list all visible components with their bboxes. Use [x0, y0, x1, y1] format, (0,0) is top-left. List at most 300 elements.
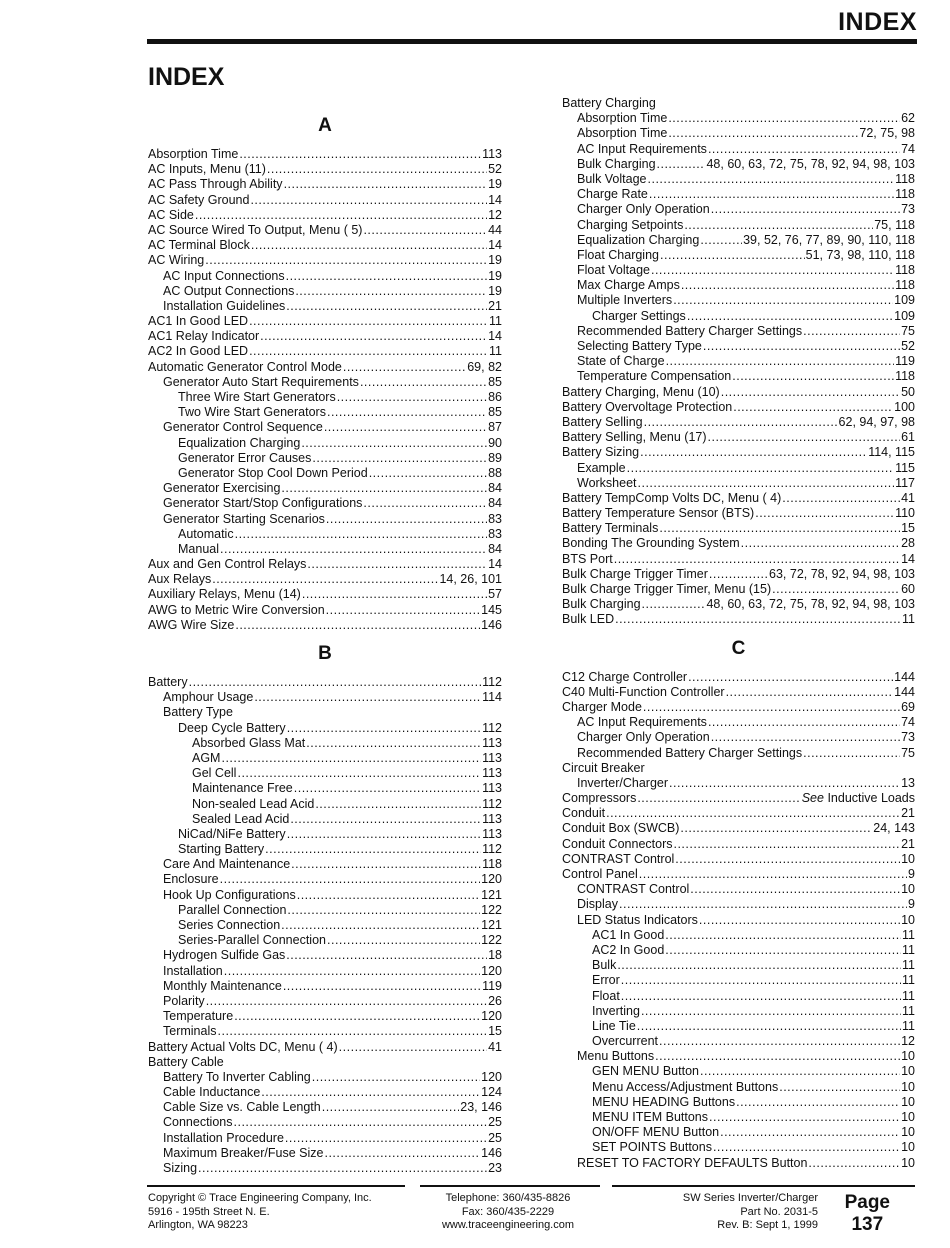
entry-page: 11: [902, 942, 915, 957]
entry-term: Charger Only Operation: [577, 202, 710, 217]
entry-term: Battery: [148, 675, 188, 689]
dot-leader: [237, 766, 481, 781]
header-title: INDEX: [838, 8, 917, 36]
dot-leader: [337, 390, 487, 405]
footer-line: Copyright © Trace Engineering Company, Inc.: [148, 1192, 372, 1204]
entry-page: 62, 94, 97, 98: [838, 414, 915, 429]
dot-leader: [726, 685, 894, 700]
dot-leader: [721, 385, 900, 400]
entry-page: 144: [894, 669, 915, 684]
index-entry: [562, 791, 915, 806]
index-entry: [562, 943, 915, 958]
dot-leader: [659, 521, 900, 536]
dot-leader: [637, 1019, 901, 1034]
entry-page: 115: [895, 460, 915, 475]
index-entry: [562, 567, 915, 582]
index-entry: [562, 536, 915, 551]
entry-term: GEN MENU Button: [592, 1064, 699, 1079]
index-entry: [148, 238, 502, 253]
dot-leader: [363, 496, 487, 511]
entry-term: Bonding The Grounding System: [562, 536, 740, 551]
dot-leader: [720, 1125, 900, 1140]
dot-leader: [283, 979, 481, 994]
index-entry: [562, 1034, 915, 1049]
index-entry: [562, 867, 915, 882]
index-entry: [148, 994, 502, 1009]
dot-leader: [684, 218, 873, 233]
dot-leader: [668, 111, 900, 126]
index-entry: [562, 354, 915, 369]
footer-line: 5916 - 195th Street N. E.: [148, 1205, 270, 1218]
entry-term: Absorption Time: [577, 126, 668, 141]
entry-term: Automatic: [178, 526, 234, 541]
entry-term: AC2 In Good: [592, 942, 665, 957]
entry-page: 87: [488, 420, 502, 435]
footer-rule: [147, 1185, 405, 1187]
index-column-right: [562, 96, 915, 1171]
index-entry: [148, 420, 502, 435]
entry-page: 85: [488, 405, 502, 420]
entry-term: Circuit Breaker: [562, 760, 645, 775]
section-letter: A: [318, 115, 332, 136]
footer-product: [683, 1192, 818, 1233]
dot-leader: [803, 746, 900, 761]
footer-line: Telephone: 360/435-8826: [445, 1192, 571, 1204]
entry-page: 10: [901, 1049, 915, 1064]
index-entry: [148, 1085, 502, 1100]
dot-leader: [224, 964, 480, 979]
footer-line: www.traceengineering.com: [441, 1219, 575, 1231]
entry-term: Two Wire Start Generators: [178, 405, 326, 420]
index-entry: [562, 882, 915, 897]
entry-term: Multiple Inverters: [577, 293, 673, 308]
index-entry: [562, 1004, 915, 1019]
index-entry: [148, 481, 502, 496]
entry-page: 14: [488, 192, 502, 207]
entry-page: 121: [481, 918, 502, 932]
dot-leader: [808, 1156, 900, 1171]
entry-page: 63, 72, 78, 92, 94, 98, 103: [769, 566, 915, 581]
index-entry: [148, 253, 502, 268]
footer-contact: [400, 1192, 616, 1233]
entry-page: 109: [894, 308, 915, 323]
dot-leader: [703, 339, 900, 354]
index-entry: [562, 96, 915, 111]
dot-leader: [322, 1100, 460, 1115]
entry-term: Float Charging: [577, 247, 659, 262]
index-entry: [562, 897, 915, 912]
entry-term: Overcurrent: [592, 1034, 658, 1049]
dot-leader: [206, 994, 487, 1009]
entry-page: 19: [488, 268, 502, 283]
entry-term: Compressors: [562, 791, 637, 806]
entry-page: 61: [901, 430, 915, 445]
dot-leader: [221, 751, 481, 766]
dot-leader: [250, 193, 487, 208]
dot-leader: [326, 512, 487, 527]
footer-line: Fax: 360/435-2229: [461, 1205, 555, 1218]
entry-term: Bulk Charge Trigger Timer, Menu (15): [562, 582, 772, 596]
dot-leader: [713, 1140, 900, 1155]
dot-leader: [660, 248, 805, 263]
entry-term: Equalization Charging: [178, 435, 301, 450]
entry-term: Example: [577, 460, 626, 475]
entry-term: Monthly Maintenance: [163, 978, 282, 993]
footer-rule: [420, 1185, 600, 1187]
index-entry: [562, 506, 915, 521]
entry-term: Bulk Voltage: [577, 171, 647, 186]
index-entry: [562, 233, 915, 248]
footer-line: SW Series Inverter/Charger: [682, 1192, 818, 1204]
entry-term: AC Output Connections: [163, 283, 295, 298]
entry-term: Amphour Usage: [163, 690, 254, 705]
entry-term: Hydrogen Sulfide Gas: [163, 948, 286, 963]
dot-leader: [307, 557, 487, 572]
entry-page: 14: [901, 551, 915, 566]
index-entry: [562, 913, 915, 928]
entry-page: 113: [482, 826, 502, 841]
entry-term: Aux and Gen Control Relays: [148, 557, 307, 572]
dot-leader: [235, 527, 488, 542]
entry-page: 118: [895, 263, 915, 278]
entry-term: Selecting Battery Type: [577, 339, 702, 353]
index-entry: [148, 299, 502, 314]
entry-page: 13: [901, 775, 915, 790]
entry-page: 120: [481, 1009, 502, 1024]
index-entry: [562, 248, 915, 263]
entry-term: Temperature: [163, 1009, 234, 1024]
entry-term: Float: [592, 988, 620, 1003]
dot-leader: [287, 827, 481, 842]
dot-leader: [617, 958, 901, 973]
entry-term: Control Panel: [562, 867, 638, 881]
index-entry: [148, 542, 502, 557]
index-entry: [148, 223, 502, 238]
dot-leader: [249, 314, 488, 329]
dot-leader: [627, 461, 894, 476]
entry-term: Generator Exercising: [163, 481, 281, 496]
dot-leader: [189, 675, 481, 690]
dot-leader: [198, 1161, 487, 1176]
dot-leader: [360, 375, 487, 390]
index-entry: [148, 751, 502, 766]
index-entry: [562, 837, 915, 852]
entry-term: Max Charge Amps: [577, 278, 680, 293]
dot-leader: [267, 162, 487, 177]
entry-page: 11: [902, 1018, 915, 1033]
entry-term: Terminals: [163, 1024, 217, 1039]
entry-page: 10: [901, 882, 915, 897]
entry-term: Series Connection: [178, 918, 281, 932]
entry-page: 9: [908, 867, 915, 881]
entry-term: AC Source Wired To Output, Menu ( 5): [148, 222, 363, 237]
entry-term: AC2 In Good LED: [148, 344, 249, 359]
dot-leader: [220, 872, 481, 887]
entry-term: Battery Selling, Menu (17): [562, 430, 707, 445]
index-entry: [562, 1049, 915, 1064]
dot-leader: [708, 715, 900, 730]
entry-page: 15: [901, 521, 915, 536]
dot-leader: [700, 233, 742, 248]
see-target: Inductive Loads: [827, 791, 915, 806]
entry-term: Battery Charging, Menu (10): [562, 384, 720, 399]
entry-term: Polarity: [163, 993, 205, 1008]
index-entry: [148, 675, 502, 690]
entry-page: 118: [895, 369, 915, 384]
dot-leader: [301, 436, 487, 451]
index-entry: [148, 903, 502, 918]
dot-leader: [281, 918, 480, 933]
entry-term: Generator Start/Stop Configurations: [163, 496, 363, 511]
entry-term: CONTRAST Control: [577, 882, 690, 897]
index-entry: [148, 451, 502, 466]
dot-leader: [659, 1034, 900, 1049]
index-entry: [148, 781, 502, 796]
entry-term: Manual: [178, 541, 219, 556]
entry-page: 24, 143: [873, 821, 915, 836]
entry-term: Non-sealed Lead Acid: [192, 796, 315, 811]
dot-leader: [755, 506, 894, 521]
dot-leader: [312, 451, 487, 466]
index-entry: [148, 705, 502, 720]
entry-term: Menu Buttons: [577, 1049, 655, 1064]
entry-term: Care And Maintenance: [163, 857, 291, 872]
dot-leader: [709, 567, 768, 582]
index-entry: [562, 1095, 915, 1110]
entry-term: AC1 In Good: [592, 927, 665, 942]
dot-leader: [615, 612, 901, 627]
index-entry: [148, 1009, 502, 1024]
entry-page: 11: [902, 927, 915, 942]
dot-leader: [688, 670, 893, 685]
entry-page: 62: [901, 111, 915, 126]
index-entry: [562, 852, 915, 867]
index-entry: [148, 1146, 502, 1161]
index-entry: [562, 111, 915, 126]
index-entry: [562, 597, 915, 612]
page-number: 137: [851, 1214, 884, 1235]
dot-leader: [261, 1085, 480, 1100]
index-entry: [148, 797, 502, 812]
entry-page: 10: [901, 1094, 915, 1109]
index-entry: [562, 670, 915, 685]
index-entry: [562, 172, 915, 187]
dot-leader: [665, 928, 901, 943]
index-entry: [148, 888, 502, 903]
entry-page: 84: [488, 496, 502, 511]
index-entry: [562, 958, 915, 973]
entry-term: AC Safety Ground: [148, 192, 250, 207]
index-entry: [148, 812, 502, 827]
entry-term: Starting Battery: [178, 842, 265, 857]
entry-page: 18: [488, 948, 502, 963]
entry-term: Deep Cycle Battery: [178, 720, 286, 735]
entry-page: 112: [482, 842, 502, 857]
entry-page: 118: [895, 187, 915, 202]
dot-leader: [195, 208, 487, 223]
dot-leader: [254, 690, 481, 705]
dot-leader: [324, 1146, 480, 1161]
entry-page: 11: [489, 314, 502, 329]
entry-page: 118: [482, 857, 502, 872]
entry-page: 118: [895, 278, 915, 293]
dot-leader: [655, 1049, 900, 1064]
entry-term: Enclosure: [163, 872, 219, 887]
dot-leader: [673, 837, 900, 852]
entry-term: Error: [592, 973, 620, 988]
dot-leader: [339, 1040, 487, 1055]
index-entry: [562, 552, 915, 567]
entry-term: Series-Parallel Connection: [178, 933, 326, 948]
entry-term: SET POINTS Buttons: [592, 1140, 712, 1155]
footer-rule: [612, 1185, 915, 1187]
entry-term: Bulk Charging: [562, 597, 641, 612]
entry-page: 69: [901, 699, 915, 714]
entry-page: 110: [895, 506, 915, 521]
entry-page: 73: [901, 202, 915, 217]
index-entry: [148, 1040, 502, 1055]
index-entry: [148, 284, 502, 299]
dot-leader: [638, 476, 895, 491]
dot-leader: [291, 857, 481, 872]
entry-page: 26: [488, 993, 502, 1008]
entry-term: Battery Cable: [148, 1054, 224, 1069]
page-label: Page: [844, 1192, 890, 1213]
entry-page: 144: [894, 684, 915, 699]
dot-leader: [287, 903, 480, 918]
entry-page: 14, 26, 101: [439, 572, 502, 587]
entry-page: 15: [488, 1024, 502, 1039]
index-entry: [562, 126, 915, 141]
index-entry: [148, 496, 502, 511]
entry-page: 14: [488, 557, 502, 572]
entry-term: Battery Actual Volts DC, Menu ( 4): [148, 1039, 338, 1054]
entry-term: MENU ITEM Buttons: [592, 1110, 708, 1124]
entry-term: Auxiliary Relays, Menu (14): [148, 587, 301, 602]
index-entry: [562, 1140, 915, 1155]
entry-term: AC Side: [148, 207, 194, 222]
index-entry: [148, 827, 502, 842]
entry-term: AWG Wire Size: [148, 617, 235, 632]
entry-page: 19: [488, 283, 502, 298]
dot-leader: [286, 269, 487, 284]
entry-page: 113: [482, 811, 502, 826]
dot-leader: [606, 806, 900, 821]
entry-term: Bulk Charge Trigger Timer: [562, 566, 708, 581]
entry-term: Charger Only Operation: [577, 730, 710, 745]
dot-leader: [687, 309, 893, 324]
index-entry: [148, 405, 502, 420]
index-entry: [562, 324, 915, 339]
entry-page: 113: [482, 147, 502, 161]
dot-leader: [690, 882, 900, 897]
dot-leader: [699, 913, 900, 928]
entry-term: Three Wire Start Generators: [178, 390, 336, 404]
dot-leader: [681, 278, 894, 293]
entry-term: Charge Rate: [577, 187, 648, 202]
index-entry: [562, 415, 915, 430]
dot-leader: [294, 781, 481, 796]
dot-leader: [614, 552, 900, 567]
entry-term: AC Input Requirements: [577, 141, 707, 156]
entry-term: MENU HEADING Buttons: [592, 1094, 736, 1109]
index-entry: [562, 1110, 915, 1125]
index-entry: [148, 147, 502, 162]
entry-term: Inverting: [592, 1003, 640, 1018]
entry-page: 75, 118: [874, 217, 915, 232]
index-entry: [562, 746, 915, 761]
index-entry: [148, 269, 502, 284]
dot-leader: [286, 948, 487, 963]
see-reference: See: [801, 791, 824, 806]
entry-page: 14: [488, 238, 502, 253]
entry-term: Maintenance Free: [192, 781, 293, 796]
index-entry: [148, 1115, 502, 1130]
entry-term: Battery Charging: [562, 96, 656, 110]
index-entry: [148, 557, 502, 572]
dot-leader: [235, 618, 480, 633]
dot-leader: [315, 797, 481, 812]
dot-leader: [709, 1110, 900, 1125]
entry-page: 113: [482, 781, 502, 796]
entry-page: 52: [901, 339, 915, 353]
entry-term: Battery TempComp Volts DC, Menu ( 4): [562, 490, 782, 505]
index-entry: [148, 948, 502, 963]
entry-page: 122: [481, 933, 502, 948]
index-entry: [562, 385, 915, 400]
entry-term: Cable Inductance: [163, 1085, 261, 1100]
index-entry: [148, 572, 502, 587]
entry-term: NiCad/NiFe Battery: [178, 826, 286, 841]
entry-page: 121: [481, 887, 502, 902]
dot-leader: [732, 369, 894, 384]
index-entry: [562, 1156, 915, 1171]
index-entry: [562, 400, 915, 415]
entry-page: 85: [488, 374, 502, 389]
entry-page: 14: [488, 329, 502, 344]
dot-leader: [234, 1009, 480, 1024]
entry-term: AC Input Connections: [163, 268, 285, 283]
entry-page: 69, 82: [467, 359, 502, 374]
index-entry: [562, 263, 915, 278]
entry-page: 114: [482, 690, 502, 705]
entry-term: AC1 In Good LED: [148, 314, 249, 329]
index-entry: [148, 527, 502, 542]
entry-term: Conduit Box (SWCB): [562, 821, 680, 836]
index-entry: [148, 1100, 502, 1115]
index-entry: [148, 736, 502, 751]
entry-page: 10: [901, 1125, 915, 1140]
index-entry: [148, 466, 502, 481]
dot-leader: [649, 187, 894, 202]
entry-term: Battery To Inverter Cabling: [163, 1069, 311, 1084]
dot-leader: [249, 344, 488, 359]
index-entry: [148, 690, 502, 705]
dot-leader: [657, 157, 706, 172]
entry-page: 23, 146: [460, 1100, 502, 1115]
index-entry: [148, 314, 502, 329]
entry-page: 11: [902, 988, 915, 1003]
index-column-left: [148, 105, 502, 1176]
dot-leader: [619, 897, 907, 912]
entry-term: Connections: [163, 1115, 233, 1130]
entry-term: Generator Stop Cool Down Period: [178, 465, 368, 480]
entry-page: 88: [488, 465, 502, 480]
entry-term: AGM: [192, 750, 221, 765]
entry-page: 109: [894, 293, 915, 308]
index-entry: [562, 612, 915, 627]
footer-copyright: [148, 1192, 372, 1233]
